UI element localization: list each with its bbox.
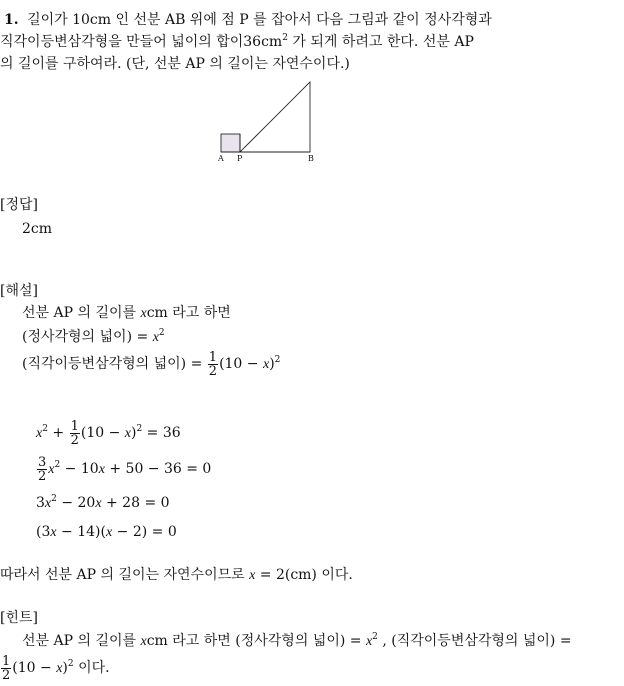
solution-conclusion	[0, 566, 353, 585]
math-var: x	[95, 496, 102, 511]
math-var: x	[98, 462, 105, 477]
hint-text: 선분 AP 의 길이를	[22, 633, 141, 649]
fraction	[37, 456, 47, 483]
hint-heading: [힌트]	[0, 610, 38, 626]
frac-num: 1	[2, 653, 11, 669]
math-sup: 2	[372, 632, 378, 642]
figure-label-p: P	[237, 154, 243, 163]
frac-num: 1	[208, 349, 218, 365]
figure-triangle	[240, 82, 310, 152]
problem-text-1: 길이가 10cm 인 선분 AB 위에 점 P 를 잡아서 다음 그림과 같이 정사각형과	[27, 12, 492, 28]
math-text: )	[131, 425, 137, 441]
math-text: + 28 = 0	[101, 495, 170, 511]
problem-text-3: 의 길이를 구하여라. (단, 선분 AP 의 길이는 자연수이다.)	[0, 56, 350, 72]
problem-line-1	[4, 11, 492, 29]
math-var: x	[249, 568, 256, 583]
math-var: x	[152, 330, 159, 345]
math-sup: 2	[67, 659, 74, 669]
math-op: +	[47, 425, 69, 441]
math-text: = 36	[142, 425, 181, 441]
math-sup: 2	[42, 424, 48, 434]
frac-num: 1	[70, 418, 79, 434]
math-var: x	[105, 525, 113, 540]
hint-text: 이다.	[73, 660, 110, 676]
math-text: + 50 − 36 = 0	[104, 461, 212, 477]
hint-text: cm 라고 하면 (정사각형의 넓이) =	[146, 633, 366, 649]
math-text: (3	[36, 524, 51, 540]
math-sup: 2	[136, 424, 143, 434]
solution-text: (정사각형의 넓이) =	[22, 329, 153, 345]
problem-text-2a: 직각이등변삼각형을 만들어 넓이의 합이36cm	[0, 34, 283, 50]
hint-line-1	[22, 632, 572, 651]
equation-4	[36, 523, 177, 542]
solution-text: = 2(cm) 이다.	[255, 567, 353, 583]
problem-text-2b: 가 되게 하려고 한다. 선분 AP	[287, 34, 474, 50]
solution-line-2	[22, 328, 165, 347]
problem-line-3	[0, 55, 350, 73]
figure-square-triangle	[214, 78, 324, 168]
math-text: 3	[36, 495, 45, 511]
figure-label-b: B	[308, 154, 314, 163]
answer-value: 2cm	[22, 221, 53, 237]
math-var: x	[262, 357, 270, 372]
problem-number: 1.	[4, 12, 19, 28]
math-var: x	[36, 426, 43, 441]
hint-text: (10 −	[12, 660, 57, 676]
solution-text: cm 라고 하면	[146, 305, 231, 321]
frac-den: 2	[2, 667, 11, 683]
frac-den: 2	[208, 363, 218, 379]
math-sup: 2	[274, 355, 281, 365]
math-var: x	[44, 496, 52, 511]
equation-1	[36, 416, 181, 451]
frac-num: 3	[38, 454, 47, 470]
fraction	[70, 420, 80, 447]
math-sup: 2	[51, 494, 57, 504]
solution-text: (직각이등변삼각형의 넓이) =	[22, 356, 207, 372]
frac-den: 2	[70, 432, 79, 448]
math-var: x	[50, 525, 57, 540]
problem-sup: 2	[282, 33, 288, 43]
answer-heading: [정답]	[0, 197, 38, 213]
math-var: x	[124, 426, 132, 441]
math-var: x	[56, 661, 63, 676]
solution-line-3	[22, 347, 280, 382]
math-text: (10 −	[80, 425, 125, 441]
solution-heading: [해설]	[0, 283, 38, 299]
solution-text: 선분 AP 의 길이를	[22, 305, 141, 321]
solution-text: 따라서 선분 AP 의 길이는 자연수이므로	[0, 567, 250, 583]
solution-text: )	[269, 356, 275, 372]
hint-line-2	[0, 651, 110, 686]
math-text: − 2) = 0	[112, 524, 177, 540]
frac-den: 2	[38, 468, 47, 484]
math-text: − 20	[56, 495, 96, 511]
math-var: x	[48, 462, 55, 477]
figure-square	[221, 134, 240, 152]
math-var: x	[140, 634, 147, 649]
fraction	[208, 351, 218, 378]
hint-text: )	[62, 660, 68, 676]
equation-2	[36, 452, 211, 487]
fraction	[1, 655, 11, 682]
problem-line-2	[0, 33, 474, 51]
figure-label-a: A	[218, 154, 224, 163]
solution-line-1	[22, 304, 231, 323]
hint-text: , (직각이등변삼각형의 넓이) =	[377, 633, 572, 649]
solution-text: (10 −	[219, 356, 263, 372]
equation-3	[36, 494, 170, 513]
math-var: x	[140, 306, 147, 321]
math-sup: 2	[158, 328, 165, 338]
math-text: − 14)(	[56, 524, 106, 540]
math-sup: 2	[54, 460, 61, 470]
math-text: − 10	[60, 461, 99, 477]
math-var: x	[365, 634, 373, 649]
